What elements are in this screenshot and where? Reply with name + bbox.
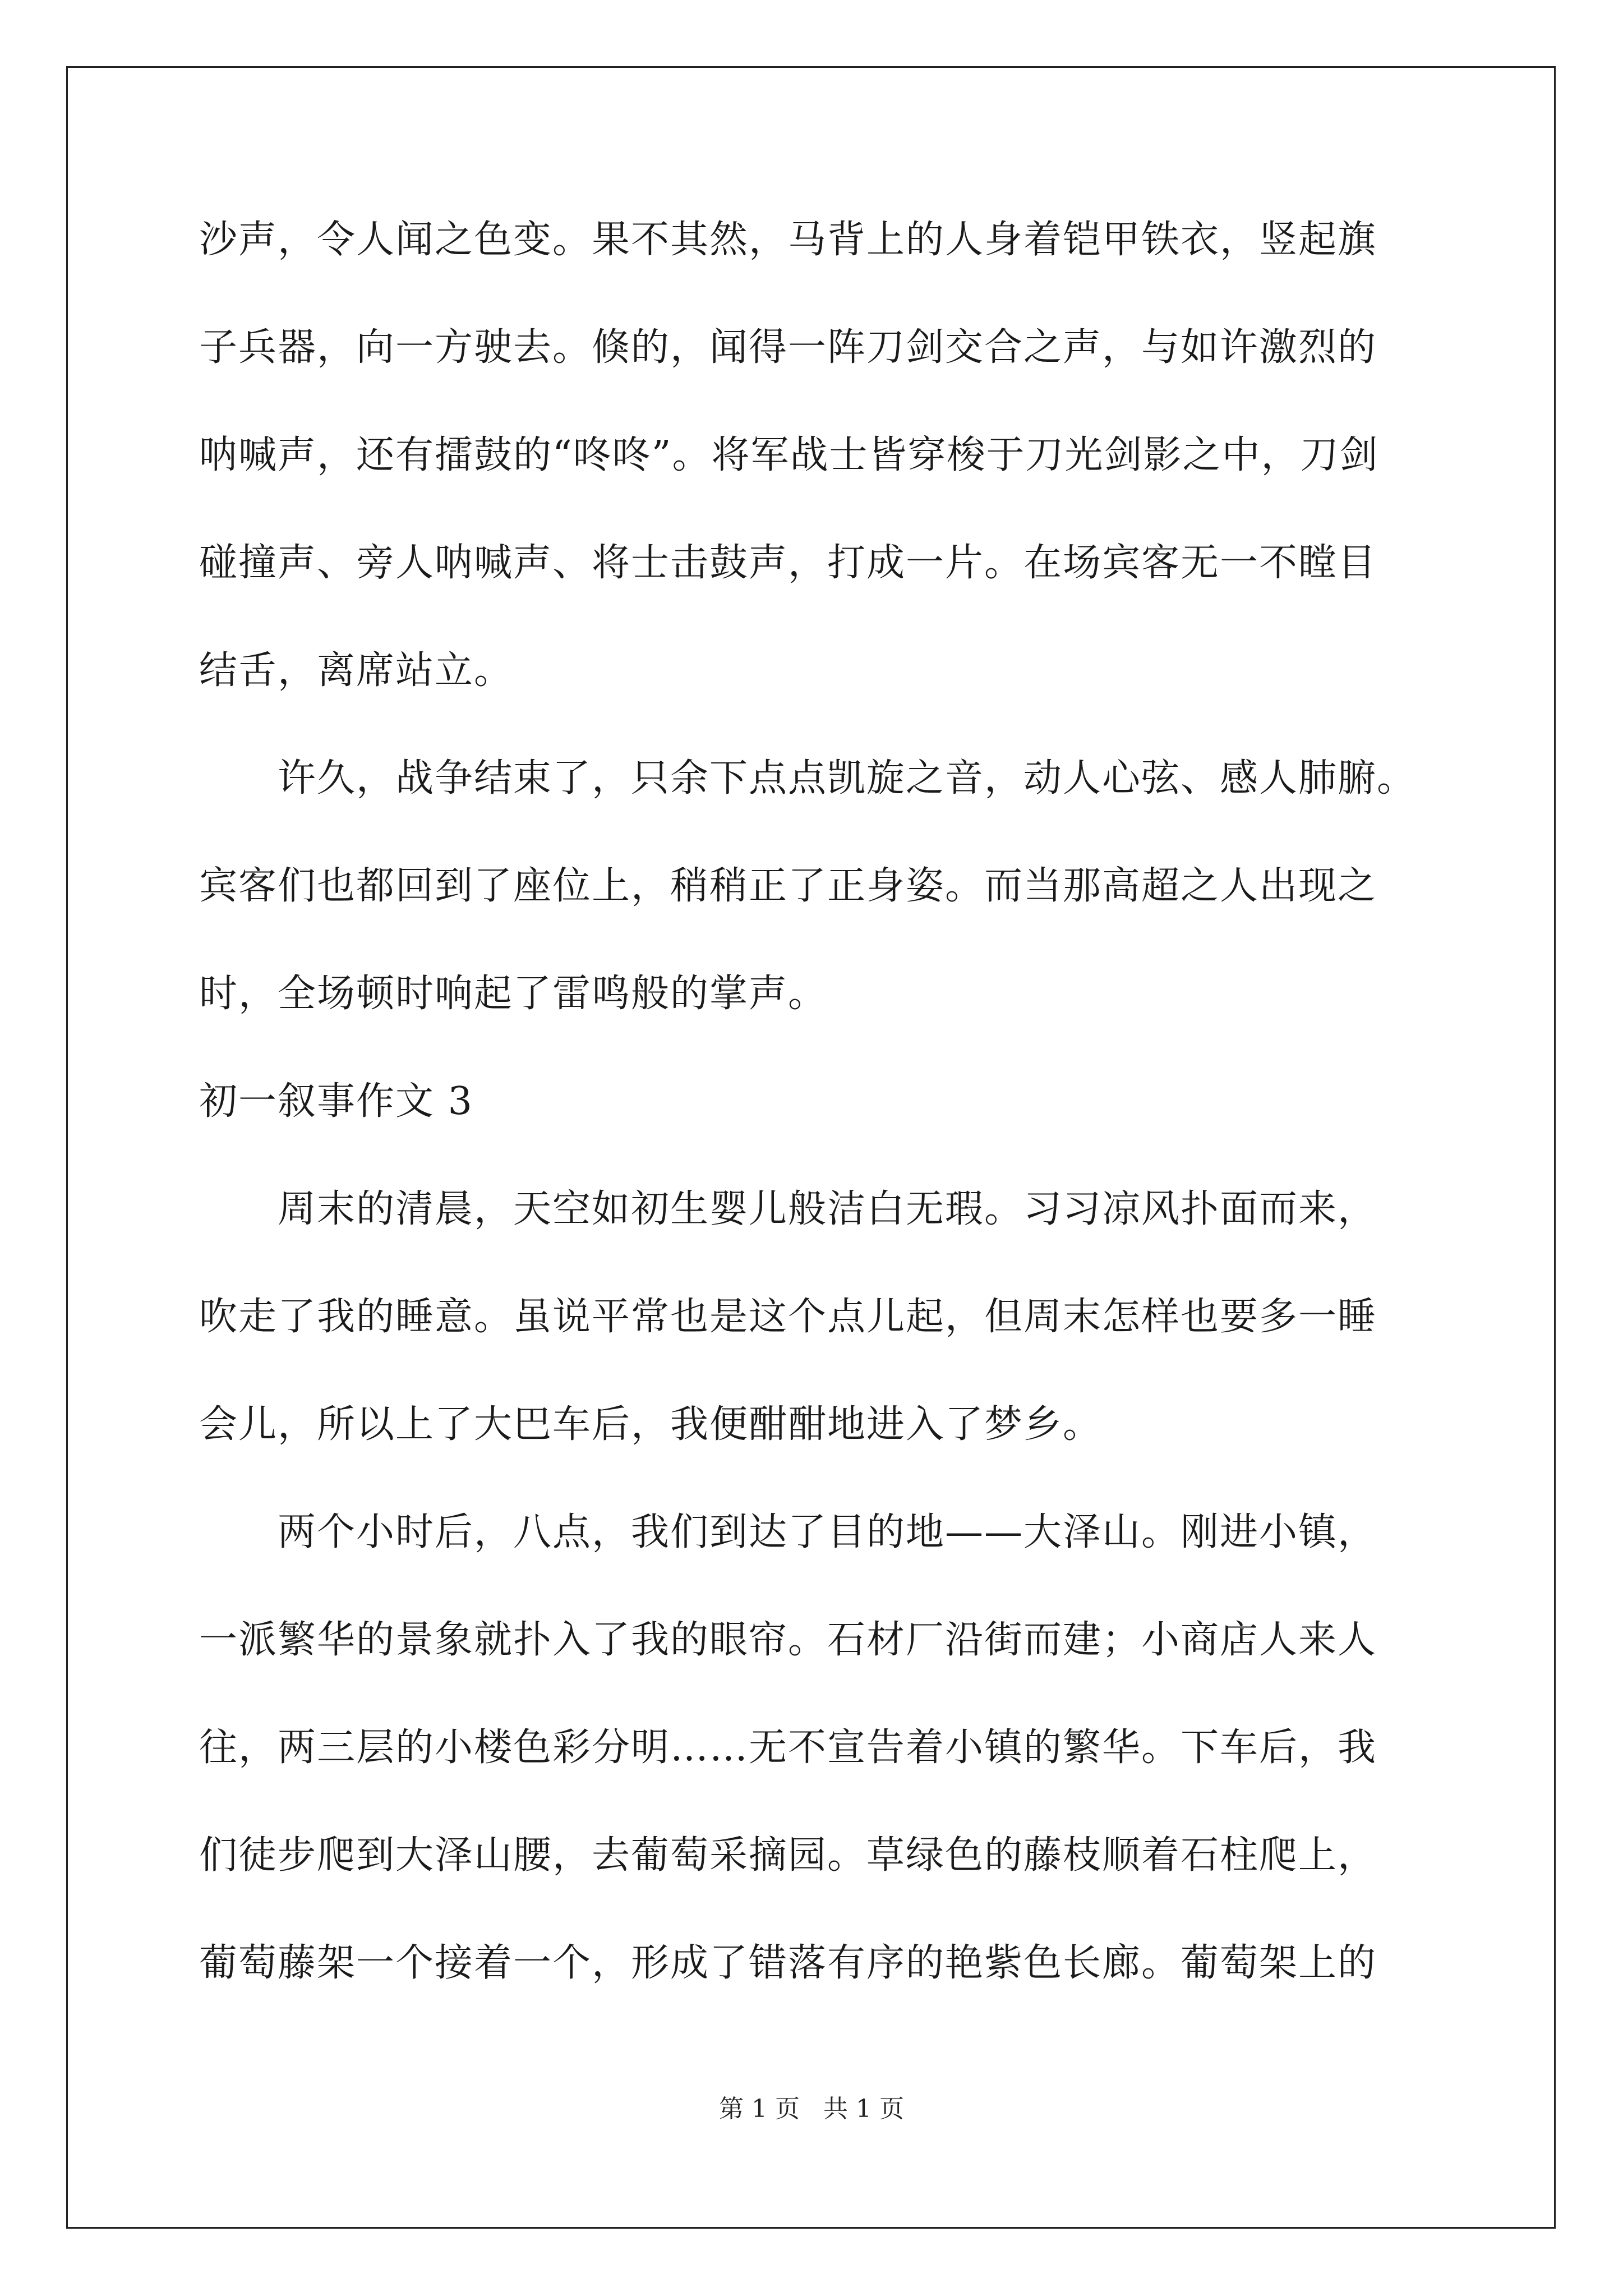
text-line: 周末的清晨，天空如初生婴儿般洁白无瑕。习习凉风扑面而来， [278,1187,1377,1231]
text-line: 一派繁华的景象就扑入了我的眼帘。石材厂沿街而建；小商店人来人 [199,1618,1377,1662]
section-heading: 初一叙事作文 3 [199,1079,473,1124]
text-line: 会儿，所以上了大巴车后，我便酣酣地进入了梦乡。 [199,1402,1103,1447]
text-line: 宾客们也都回到了座位上，稍稍正了正身姿。而当那高超之人出现之 [199,864,1377,908]
text-line: 碰撞声、旁人呐喊声、将士击鼓声，打成一片。在场宾客无一不瞠目 [199,541,1377,585]
text-line: 两个小时后，八点，我们到达了目的地——大泽山。刚进小镇， [278,1510,1377,1554]
document-body [199,212,1433,1991]
text-line: 时，全场顿时响起了雷鸣般的掌声。 [199,972,828,1016]
page-footer: 第 1 页 共 1 页 [719,2095,904,2123]
text-line: 们徒步爬到大泽山腰，去葡萄采摘园。草绿色的藤枝顺着石柱爬上， [199,1833,1377,1878]
text-line: 沙声，令人闻之色变。果不其然，马背上的人身着铠甲铁衣，竖起旗 [199,218,1377,262]
text-line: 往，两三层的小楼色彩分明……无不宣告着小镇的繁华。下车后，我 [199,1726,1377,1770]
text-line: 吹走了我的睡意。虽说平常也是这个点儿起，但周末怎样也要多一睡 [199,1295,1377,1339]
text-line: 葡萄藤架一个接着一个，形成了错落有序的艳紫色长廊。葡萄架上的 [199,1941,1377,1985]
text-line: 结舌，离席站立。 [199,648,514,693]
text-line: 许久，战争结束了，只余下点点凯旋之音，动人心弦、感人肺腑。 [278,756,1417,800]
text-line: 子兵器，向一方驶去。倏的，闻得一阵刀剑交合之声，与如许激烈的 [199,325,1377,370]
text-line: 呐喊声，还有擂鼓的“咚咚”。将军战士皆穿梭于刀光剑影之中，刀剑 [199,433,1379,477]
